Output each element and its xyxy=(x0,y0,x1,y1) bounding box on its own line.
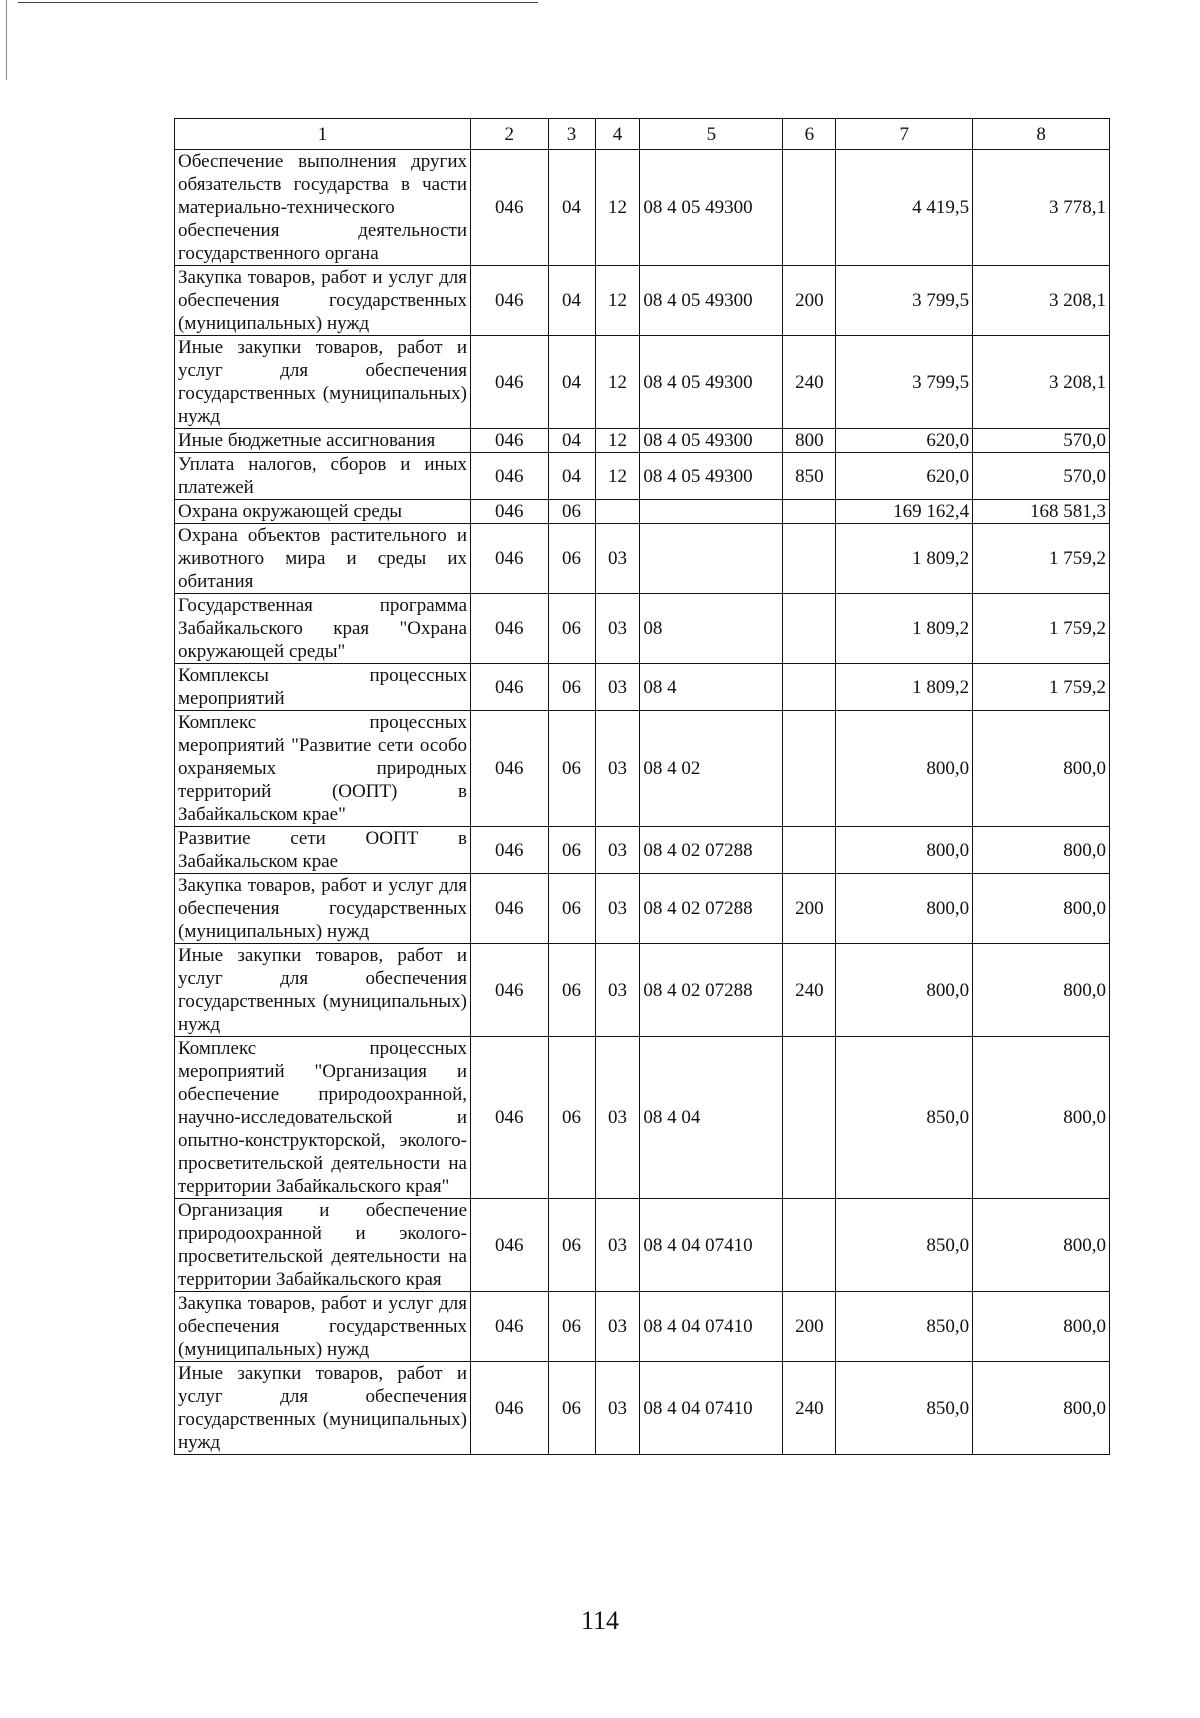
table-row xyxy=(175,594,1110,664)
row-target-article-cell: 08 4 04 07410 xyxy=(640,1362,783,1455)
row-name-cell: Охрана объектов растительного и животного мира и среды их обитания xyxy=(175,524,471,594)
header-cell-3: 3 xyxy=(548,119,595,150)
row-subsection-cell: 03 xyxy=(595,827,640,874)
table-row xyxy=(175,711,1110,827)
row-subsection-cell: 03 xyxy=(595,711,640,827)
row-amount-2-cell: 1 759,2 xyxy=(973,594,1110,664)
row-amount-2-cell: 570,0 xyxy=(973,429,1110,453)
row-amount-1-cell: 620,0 xyxy=(836,453,973,500)
row-target-article-cell: 08 4 02 07288 xyxy=(640,874,783,944)
row-section-cell: 06 xyxy=(548,1292,595,1362)
row-subsection-cell: 12 xyxy=(595,429,640,453)
row-expense-type-cell xyxy=(783,827,836,874)
table-row xyxy=(175,453,1110,500)
row-name-cell: Развитие сети ООПТ в Забайкальском крае xyxy=(175,827,471,874)
row-amount-2-cell: 800,0 xyxy=(973,1199,1110,1292)
row-admin-code-cell: 046 xyxy=(471,150,549,266)
row-subsection-cell: 12 xyxy=(595,150,640,266)
row-admin-code-cell: 046 xyxy=(471,1362,549,1455)
row-expense-type-cell: 240 xyxy=(783,944,836,1037)
row-admin-code-cell: 046 xyxy=(471,336,549,429)
row-admin-code-cell: 046 xyxy=(471,524,549,594)
row-amount-1-cell: 850,0 xyxy=(836,1292,973,1362)
header-cell-5: 5 xyxy=(640,119,783,150)
row-admin-code-cell: 046 xyxy=(471,429,549,453)
row-subsection-cell: 03 xyxy=(595,1292,640,1362)
row-amount-2-cell: 800,0 xyxy=(973,1362,1110,1455)
row-name-cell: Организация и обеспечение природоохранной и эколого-просветительской деятельности на территории Забайкальского края xyxy=(175,1199,471,1292)
row-amount-2-cell: 570,0 xyxy=(973,453,1110,500)
row-subsection-cell: 03 xyxy=(595,874,640,944)
row-target-article-cell xyxy=(640,500,783,524)
row-amount-2-cell: 800,0 xyxy=(973,1037,1110,1199)
row-name-cell: Комплексы процессных мероприятий xyxy=(175,664,471,711)
row-subsection-cell: 03 xyxy=(595,1037,640,1199)
row-target-article-cell: 08 4 04 xyxy=(640,1037,783,1199)
row-section-cell: 06 xyxy=(548,1199,595,1292)
row-admin-code-cell: 046 xyxy=(471,827,549,874)
table-row xyxy=(175,944,1110,1037)
row-section-cell: 06 xyxy=(548,524,595,594)
table-row xyxy=(175,429,1110,453)
row-name-cell: Государственная программа Забайкальского края "Охрана окружающей среды" xyxy=(175,594,471,664)
row-target-article-cell: 08 4 05 49300 xyxy=(640,453,783,500)
row-amount-2-cell: 800,0 xyxy=(973,944,1110,1037)
row-amount-2-cell: 168 581,3 xyxy=(973,500,1110,524)
table-row xyxy=(175,500,1110,524)
budget-table xyxy=(174,118,1110,1455)
header-cell-6: 6 xyxy=(783,119,836,150)
row-section-cell: 06 xyxy=(548,944,595,1037)
row-expense-type-cell: 240 xyxy=(783,336,836,429)
header-cell-4: 4 xyxy=(595,119,640,150)
row-section-cell: 04 xyxy=(548,336,595,429)
row-name-cell: Иные закупки товаров, работ и услуг для обеспечения государственных (муниципальных) нужд xyxy=(175,336,471,429)
row-admin-code-cell: 046 xyxy=(471,874,549,944)
header-cell-2: 2 xyxy=(471,119,549,150)
row-amount-2-cell: 3 208,1 xyxy=(973,336,1110,429)
row-admin-code-cell: 046 xyxy=(471,944,549,1037)
table-row xyxy=(175,266,1110,336)
row-name-cell: Комплекс процессных мероприятий "Развитие сети особо охраняемых природных территорий (ООПТ) в Забайкальском крае" xyxy=(175,711,471,827)
row-expense-type-cell: 850 xyxy=(783,453,836,500)
row-admin-code-cell: 046 xyxy=(471,711,549,827)
row-amount-2-cell: 1 759,2 xyxy=(973,524,1110,594)
row-amount-1-cell: 800,0 xyxy=(836,827,973,874)
row-target-article-cell: 08 4 02 xyxy=(640,711,783,827)
table-row xyxy=(175,827,1110,874)
row-amount-1-cell: 1 809,2 xyxy=(836,664,973,711)
row-amount-1-cell: 169 162,4 xyxy=(836,500,973,524)
row-subsection-cell: 03 xyxy=(595,1199,640,1292)
table-row xyxy=(175,150,1110,266)
row-subsection-cell: 03 xyxy=(595,1362,640,1455)
row-subsection-cell: 12 xyxy=(595,453,640,500)
row-admin-code-cell: 046 xyxy=(471,266,549,336)
row-admin-code-cell: 046 xyxy=(471,664,549,711)
row-expense-type-cell: 200 xyxy=(783,1292,836,1362)
row-section-cell: 04 xyxy=(548,429,595,453)
header-cell-1: 1 xyxy=(175,119,471,150)
row-name-cell: Уплата налогов, сборов и иных платежей xyxy=(175,453,471,500)
left-scan-line xyxy=(6,0,7,80)
row-expense-type-cell xyxy=(783,711,836,827)
row-subsection-cell xyxy=(595,500,640,524)
row-amount-2-cell: 1 759,2 xyxy=(973,664,1110,711)
page-number: 114 xyxy=(580,1606,620,1635)
table-row xyxy=(175,1199,1110,1292)
row-section-cell: 04 xyxy=(548,150,595,266)
row-name-cell: Обеспечение выполнения других обязательств государства в части материально-технического обеспечения деятельности государственного органа xyxy=(175,150,471,266)
row-section-cell: 06 xyxy=(548,827,595,874)
row-expense-type-cell: 800 xyxy=(783,429,836,453)
row-subsection-cell: 03 xyxy=(595,594,640,664)
row-subsection-cell: 03 xyxy=(595,944,640,1037)
row-section-cell: 06 xyxy=(548,664,595,711)
table-row xyxy=(175,664,1110,711)
row-admin-code-cell: 046 xyxy=(471,594,549,664)
header-row xyxy=(175,119,1110,150)
row-amount-1-cell: 800,0 xyxy=(836,874,973,944)
row-name-cell: Охрана окружающей среды xyxy=(175,500,471,524)
row-target-article-cell: 08 4 05 49300 xyxy=(640,336,783,429)
table-row xyxy=(175,1037,1110,1199)
table-row xyxy=(175,336,1110,429)
row-name-cell: Закупка товаров, работ и услуг для обеспечения государственных (муниципальных) нужд xyxy=(175,874,471,944)
row-expense-type-cell xyxy=(783,594,836,664)
row-target-article-cell: 08 4 04 07410 xyxy=(640,1199,783,1292)
header-cell-8: 8 xyxy=(973,119,1110,150)
row-target-article-cell: 08 xyxy=(640,594,783,664)
row-amount-1-cell: 850,0 xyxy=(836,1199,973,1292)
row-amount-1-cell: 4 419,5 xyxy=(836,150,973,266)
row-amount-1-cell: 620,0 xyxy=(836,429,973,453)
row-amount-1-cell: 3 799,5 xyxy=(836,336,973,429)
row-expense-type-cell xyxy=(783,1199,836,1292)
row-target-article-cell: 08 4 04 07410 xyxy=(640,1292,783,1362)
row-amount-1-cell: 1 809,2 xyxy=(836,524,973,594)
row-amount-2-cell: 800,0 xyxy=(973,711,1110,827)
table-row xyxy=(175,1362,1110,1455)
row-target-article-cell: 08 4 02 07288 xyxy=(640,944,783,1037)
row-name-cell: Иные закупки товаров, работ и услуг для обеспечения государственных (муниципальных) нужд xyxy=(175,1362,471,1455)
row-amount-2-cell: 800,0 xyxy=(973,874,1110,944)
row-amount-1-cell: 800,0 xyxy=(836,944,973,1037)
row-section-cell: 04 xyxy=(548,453,595,500)
header-cell-7: 7 xyxy=(836,119,973,150)
row-subsection-cell: 03 xyxy=(595,664,640,711)
row-name-cell: Комплекс процессных мероприятий "Организация и обеспечение природоохранной, научно-исследовательской и опытно-конструкторской, эколого-просветительской деятельности на территории Забайкальского края" xyxy=(175,1037,471,1199)
row-amount-2-cell: 3 778,1 xyxy=(973,150,1110,266)
row-amount-1-cell: 3 799,5 xyxy=(836,266,973,336)
row-expense-type-cell xyxy=(783,524,836,594)
row-amount-2-cell: 3 208,1 xyxy=(973,266,1110,336)
row-target-article-cell: 08 4 05 49300 xyxy=(640,429,783,453)
row-amount-2-cell: 800,0 xyxy=(973,827,1110,874)
row-expense-type-cell: 200 xyxy=(783,266,836,336)
row-expense-type-cell: 240 xyxy=(783,1362,836,1455)
table-row xyxy=(175,874,1110,944)
row-section-cell: 06 xyxy=(548,594,595,664)
row-target-article-cell: 08 4 05 49300 xyxy=(640,150,783,266)
table-row xyxy=(175,1292,1110,1362)
row-amount-1-cell: 850,0 xyxy=(836,1362,973,1455)
row-name-cell: Закупка товаров, работ и услуг для обеспечения государственных (муниципальных) нужд xyxy=(175,266,471,336)
row-subsection-cell: 12 xyxy=(595,336,640,429)
row-section-cell: 04 xyxy=(548,266,595,336)
row-section-cell: 06 xyxy=(548,1362,595,1455)
row-admin-code-cell: 046 xyxy=(471,453,549,500)
row-target-article-cell: 08 4 05 49300 xyxy=(640,266,783,336)
row-amount-1-cell: 1 809,2 xyxy=(836,594,973,664)
row-section-cell: 06 xyxy=(548,1037,595,1199)
row-target-article-cell: 08 4 xyxy=(640,664,783,711)
row-section-cell: 06 xyxy=(548,500,595,524)
row-admin-code-cell: 046 xyxy=(471,1199,549,1292)
row-expense-type-cell xyxy=(783,150,836,266)
row-subsection-cell: 03 xyxy=(595,524,640,594)
row-admin-code-cell: 046 xyxy=(471,500,549,524)
row-subsection-cell: 12 xyxy=(595,266,640,336)
row-admin-code-cell: 046 xyxy=(471,1292,549,1362)
row-expense-type-cell xyxy=(783,500,836,524)
table-row xyxy=(175,524,1110,594)
row-expense-type-cell: 200 xyxy=(783,874,836,944)
row-section-cell: 06 xyxy=(548,711,595,827)
row-expense-type-cell xyxy=(783,664,836,711)
row-target-article-cell xyxy=(640,524,783,594)
row-name-cell: Закупка товаров, работ и услуг для обеспечения государственных (муниципальных) нужд xyxy=(175,1292,471,1362)
row-name-cell: Иные бюджетные ассигнования xyxy=(175,429,471,453)
row-name-cell: Иные закупки товаров, работ и услуг для обеспечения государственных (муниципальных) нужд xyxy=(175,944,471,1037)
row-amount-1-cell: 800,0 xyxy=(836,711,973,827)
top-scan-line xyxy=(18,2,538,3)
row-target-article-cell: 08 4 02 07288 xyxy=(640,827,783,874)
row-expense-type-cell xyxy=(783,1037,836,1199)
row-admin-code-cell: 046 xyxy=(471,1037,549,1199)
row-section-cell: 06 xyxy=(548,874,595,944)
row-amount-2-cell: 800,0 xyxy=(973,1292,1110,1362)
row-amount-1-cell: 850,0 xyxy=(836,1037,973,1199)
